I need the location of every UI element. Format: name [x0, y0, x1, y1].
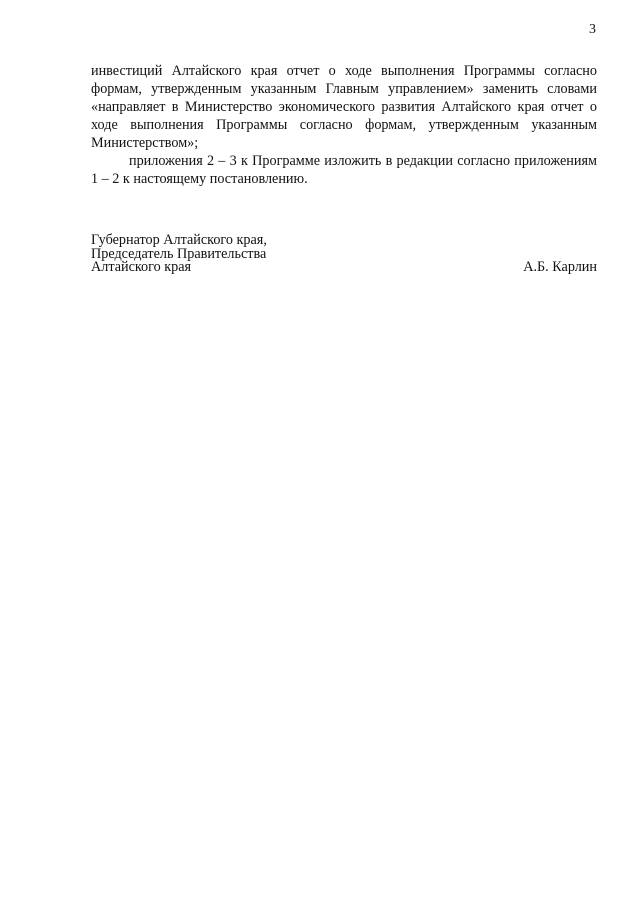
signatory-position-line: Алтайского края [91, 259, 192, 275]
signature-last-row [91, 261, 597, 275]
page-number: 3 [589, 22, 596, 37]
document-body [91, 62, 597, 188]
signatory-position-line: Председатель Правительства [91, 245, 267, 262]
signature-block [91, 234, 597, 275]
signatory-name: А.Б. Карлин [523, 259, 597, 275]
body-paragraph: инвестиций Алтайского края отчет о ходе выполнения Программы согласно формам, утвержденным указанным Главным управлением» заменить словами «направляет в Министерство экономического развития Алтайского края отчет о ходе выполнения Программы согласно формам, утвержденным указанным Министерством»; [91, 63, 597, 151]
body-paragraph: приложения 2 – 3 к Программе изложить в редакции согласно приложениям 1 – 2 к настоящему постановлению. [91, 153, 597, 187]
signatory-position-line: Губернатор Алтайского края, [91, 232, 267, 248]
